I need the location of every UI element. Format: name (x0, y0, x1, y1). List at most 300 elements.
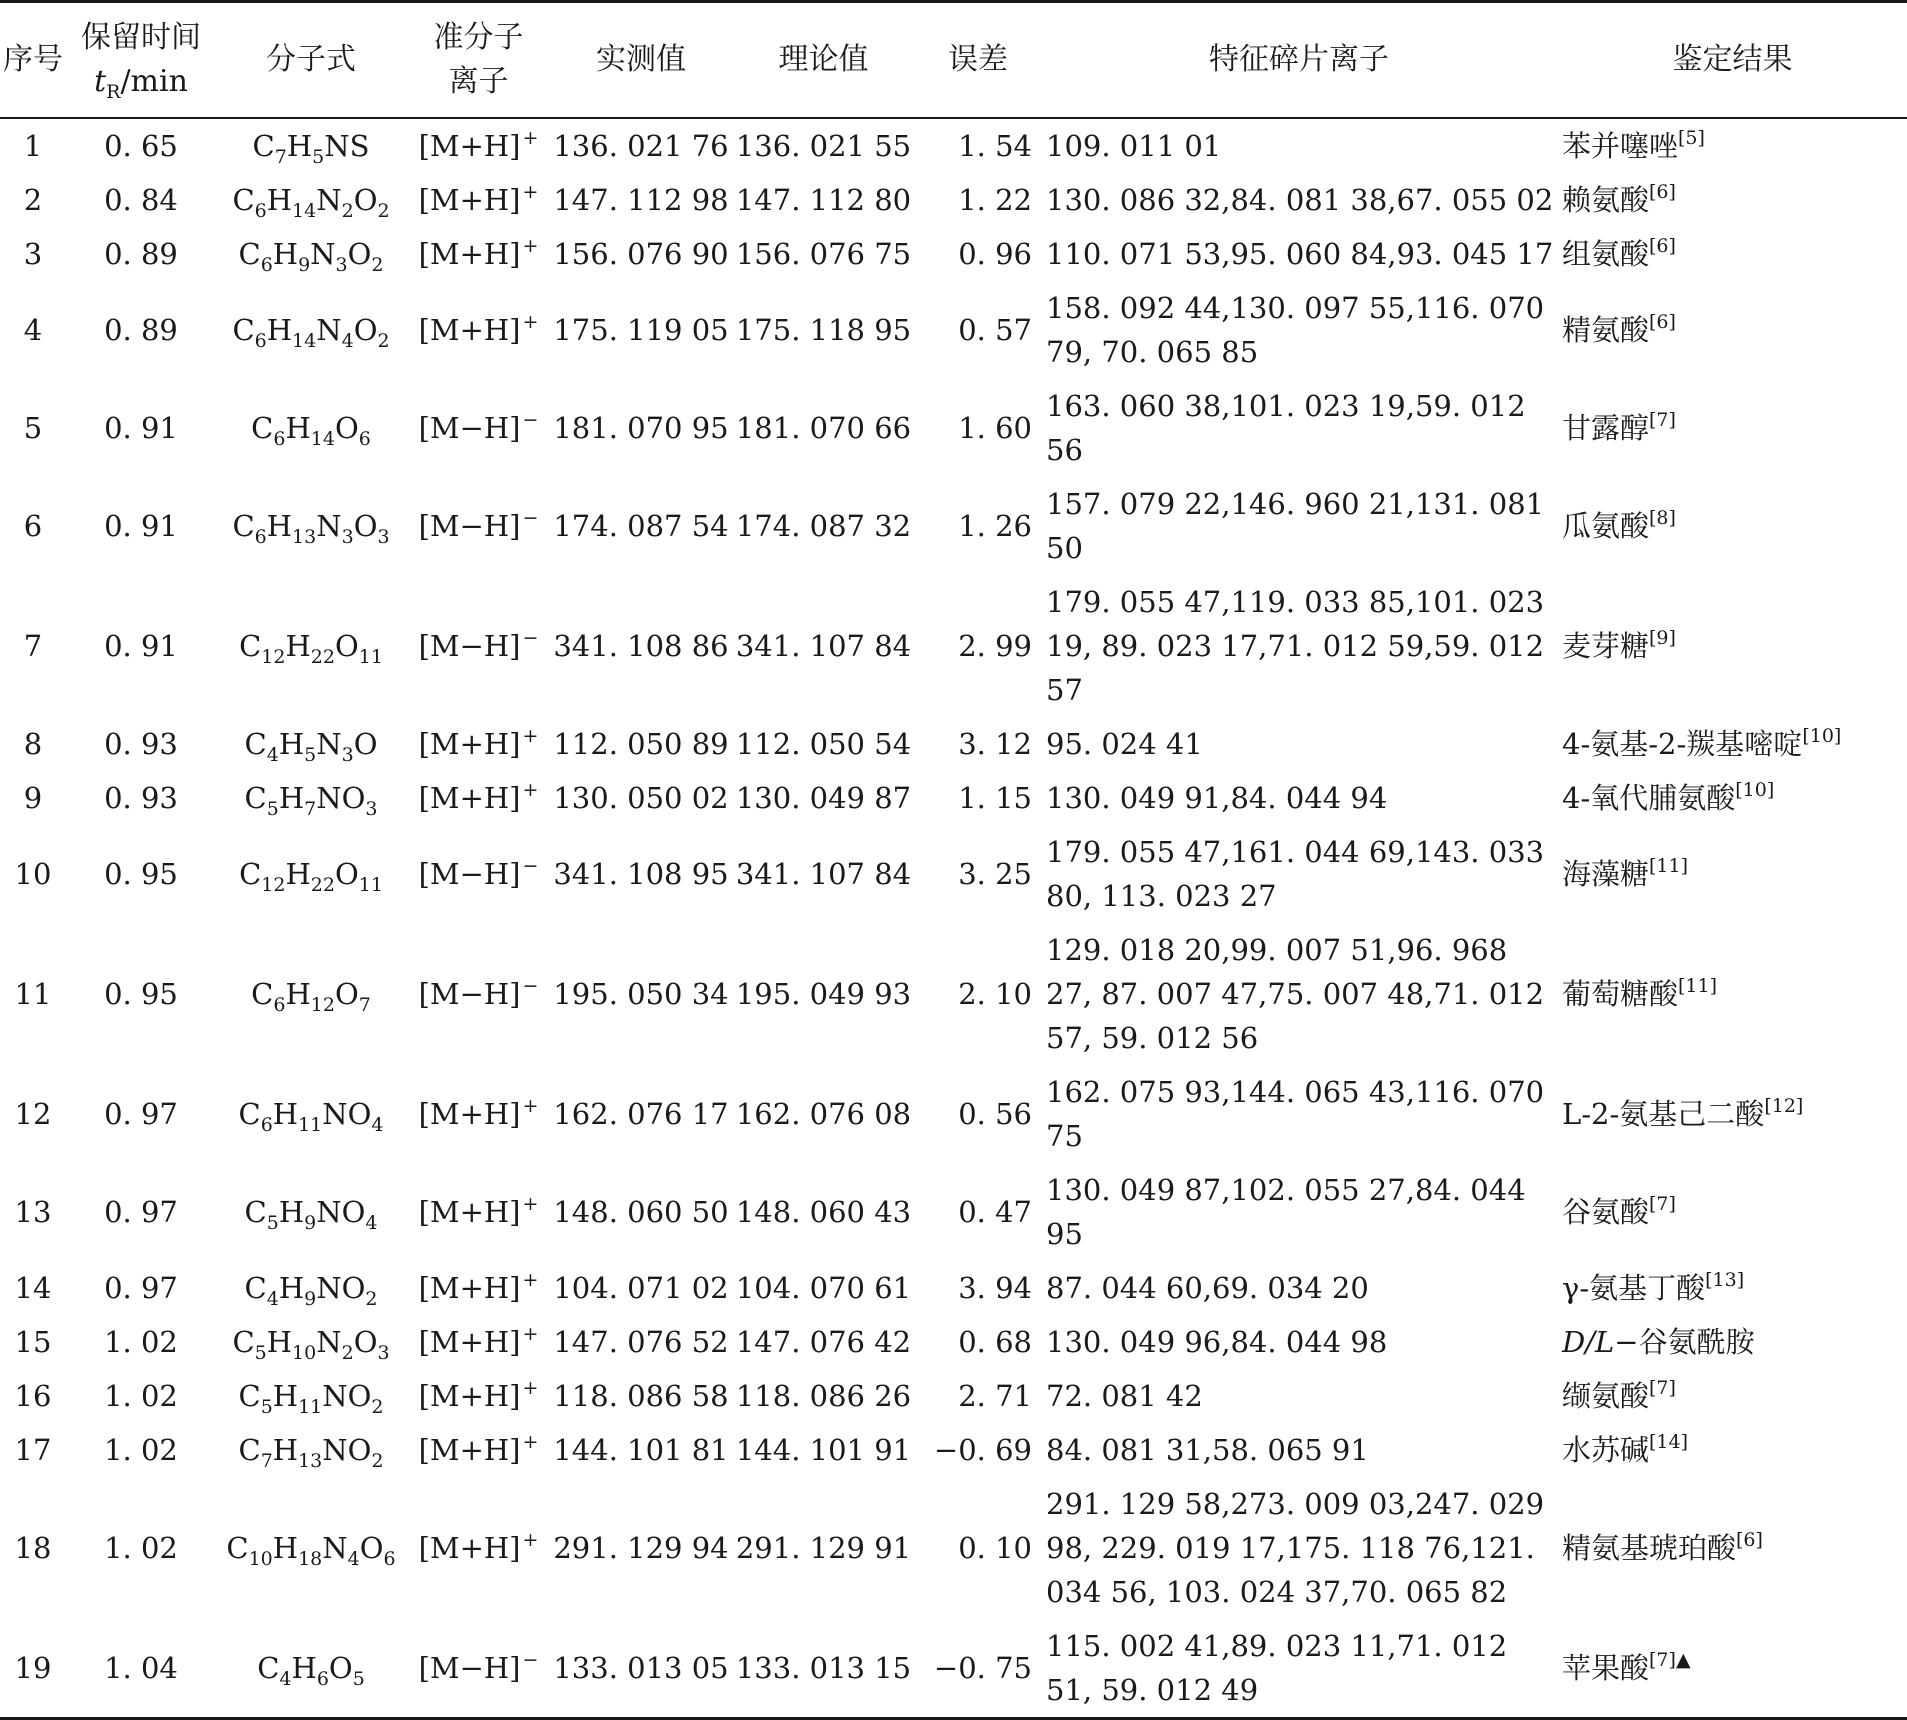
error-value: 1. 54 (958, 129, 1032, 163)
identification-name: 4-氨基-2-羰基嘧啶 (1562, 727, 1803, 761)
cell-ion (406, 1477, 551, 1619)
row-number: 18 (14, 1531, 52, 1565)
ion-type: [M−H] (418, 629, 521, 663)
formula-element: H (266, 313, 293, 347)
cell-no (0, 825, 66, 923)
formula-element: O (334, 857, 359, 891)
formula-element: C (238, 1097, 261, 1131)
formula-element: O (347, 237, 372, 271)
theoretical-value: 156. 076 75 (735, 237, 912, 271)
formula-subscript: 11 (358, 874, 383, 896)
cell-formula (216, 1315, 406, 1369)
cell-fragments (1040, 1315, 1558, 1369)
cell-formula (216, 1261, 406, 1315)
cell-error (916, 717, 1040, 771)
measured-value: 175. 119 05 (553, 313, 729, 347)
cell-error (916, 575, 1040, 717)
cell-ion (406, 477, 551, 575)
ion-type: [M+H] (418, 313, 521, 347)
formula-subscript: 10 (248, 1548, 273, 1570)
header-no: 序号 (3, 42, 63, 77)
cell-measured (551, 227, 731, 281)
theoretical-value: 175. 118 95 (735, 313, 912, 347)
cell-error (916, 1423, 1040, 1477)
cell-formula (216, 717, 406, 771)
retention-time-value: 1. 02 (104, 1379, 178, 1413)
retention-time-value: 0. 84 (104, 183, 178, 217)
formula-subscript: 5 (312, 146, 325, 168)
cell-measured (551, 1163, 731, 1261)
ion-charge: + (522, 779, 539, 801)
reference-marker: [10] (1802, 725, 1842, 747)
cell-measured (551, 1261, 731, 1315)
cell-identification (1558, 118, 1907, 173)
formula-element: O (334, 629, 359, 663)
table-row (0, 575, 1907, 717)
formula-subscript: 5 (352, 1668, 365, 1690)
cell-no (0, 1163, 66, 1261)
formula-subscript: 14 (292, 330, 317, 352)
measured-value: 162. 076 17 (553, 1097, 729, 1131)
error-value: 0. 96 (958, 237, 1032, 271)
cell-identification (1558, 227, 1907, 281)
cell-measured (551, 825, 731, 923)
ion-type: [M+H] (418, 1195, 521, 1229)
cell-ion (406, 118, 551, 173)
cell-retention-time (66, 1423, 216, 1477)
theoretical-value: 112. 050 54 (735, 727, 912, 761)
cell-retention-time (66, 1163, 216, 1261)
retention-time-value: 0. 91 (104, 629, 178, 663)
row-number: 2 (23, 183, 43, 217)
formula-element: O (353, 509, 378, 543)
ion-charge: + (522, 235, 539, 257)
cell-measured (551, 1315, 731, 1369)
header-ion (406, 2, 551, 119)
cell-no (0, 173, 66, 227)
cell-theoretical (731, 825, 916, 923)
table-row (0, 1163, 1907, 1261)
cell-measured (551, 1369, 731, 1423)
cell-measured (551, 771, 731, 825)
ion-type: [M+H] (418, 237, 521, 271)
formula-subscript: 4 (371, 1114, 384, 1136)
formula-subscript: 4 (341, 330, 354, 352)
formula-element: O (353, 727, 378, 761)
header-identification: 鉴定结果 (1672, 42, 1793, 77)
theoretical-value: 195. 049 93 (735, 977, 912, 1011)
fragment-ions: 109. 011 01 (1046, 129, 1222, 163)
formula-element: H (278, 727, 305, 761)
table-row (0, 227, 1907, 281)
header-error: 误差 (948, 42, 1008, 77)
formula-subscript: 5 (260, 1396, 273, 1418)
theoretical-value: 181. 070 66 (735, 411, 912, 445)
formula-element: C (251, 411, 274, 445)
theoretical-value: 147. 112 80 (735, 183, 912, 217)
error-value: 3. 94 (958, 1271, 1032, 1305)
measured-value: 133. 013 05 (553, 1651, 729, 1685)
cell-formula (216, 575, 406, 717)
identification-name: D/L−谷氨酰胺 (1562, 1325, 1755, 1359)
formula-element: H (285, 629, 311, 663)
formula-subscript: 6 (260, 254, 273, 276)
formula-subscript: 4 (266, 744, 279, 766)
cell-theoretical (731, 1369, 916, 1423)
formula-subscript: 2 (371, 1450, 384, 1472)
fragment-ions: 115. 002 41,89. 023 11,71. 012 51, 59. 012 49 (1046, 1629, 1508, 1707)
error-value: 0. 68 (958, 1325, 1032, 1359)
theoretical-value: 162. 076 08 (735, 1097, 912, 1131)
retention-time-value: 1. 04 (104, 1651, 178, 1685)
measured-value: 291. 129 94 (553, 1531, 729, 1565)
identification-name: γ-氨基丁酸 (1562, 1271, 1706, 1305)
header-fragments: 特征碎片离子 (1209, 42, 1389, 77)
cell-no (0, 1423, 66, 1477)
formula-element: C (252, 129, 275, 163)
fragment-ions: 162. 075 93,144. 065 43,116. 070 75 (1046, 1075, 1545, 1153)
fragment-ions: 130. 049 96,84. 044 98 (1046, 1325, 1388, 1359)
reference-marker: [7] (1649, 1377, 1676, 1399)
identification-name: 葡萄糖酸 (1562, 977, 1679, 1011)
reference-marker: [6] (1649, 181, 1676, 203)
cell-formula (216, 227, 406, 281)
cell-fragments (1040, 379, 1558, 477)
error-value: 3. 25 (958, 857, 1032, 891)
cell-formula (216, 281, 406, 379)
ion-type: [M−H] (418, 977, 521, 1011)
cell-ion (406, 281, 551, 379)
formula-element: NO (322, 1379, 372, 1413)
formula-subscript: 4 (347, 1548, 360, 1570)
formula-element: N (316, 509, 342, 543)
cell-fragments (1040, 1423, 1558, 1477)
cell-formula (216, 118, 406, 173)
formula-element: H (272, 1379, 299, 1413)
ion-charge: + (522, 725, 539, 747)
row-number: 9 (23, 781, 43, 815)
formula-element: O (334, 977, 359, 1011)
ion-charge: + (522, 1269, 539, 1291)
formula-subscript: 6 (260, 1114, 273, 1136)
formula-element: H (285, 857, 311, 891)
reference-marker: [5] (1678, 127, 1705, 149)
fragment-ions: 95. 024 41 (1046, 727, 1203, 761)
cell-fragments (1040, 717, 1558, 771)
formula-element: C (251, 977, 274, 1011)
cell-retention-time (66, 1261, 216, 1315)
formula-subscript: 5 (266, 1212, 279, 1234)
cell-identification (1558, 825, 1907, 923)
cell-error (916, 379, 1040, 477)
theoretical-value: 133. 013 15 (735, 1651, 912, 1685)
identification-name: 海藻糖 (1562, 857, 1650, 891)
ion-type: [M+H] (418, 1379, 521, 1413)
formula-subscript: 11 (298, 1114, 323, 1136)
highlight-marker: ▲ (1675, 1649, 1691, 1671)
cell-measured (551, 1423, 731, 1477)
error-value: 0. 56 (958, 1097, 1032, 1131)
measured-value: 130. 050 02 (553, 781, 729, 815)
table-row (0, 923, 1907, 1065)
identification-name: 苹果酸 (1562, 1651, 1650, 1685)
formula-subscript: 9 (304, 1212, 317, 1234)
cell-retention-time (66, 118, 216, 173)
measured-value: 147. 076 52 (553, 1325, 729, 1359)
identification-name: 赖氨酸 (1562, 183, 1650, 217)
ion-charge: − (522, 409, 539, 431)
formula-element: H (285, 411, 311, 445)
formula-element: NO (316, 1195, 366, 1229)
cell-error (916, 1315, 1040, 1369)
formula-subscript: 4 (365, 1212, 378, 1234)
formula-element: H (285, 977, 311, 1011)
cell-no (0, 575, 66, 717)
ion-type: [M−H] (418, 411, 521, 445)
cell-retention-time (66, 477, 216, 575)
cell-fragments (1040, 281, 1558, 379)
cell-retention-time (66, 379, 216, 477)
formula-subscript: 3 (341, 526, 354, 548)
cell-ion (406, 717, 551, 771)
measured-value: 112. 050 89 (553, 727, 729, 761)
identification-name: 谷氨酸 (1562, 1195, 1650, 1229)
ion-charge: + (522, 181, 539, 203)
reference-marker: [6] (1736, 1529, 1763, 1551)
formula-subscript: 3 (365, 798, 378, 820)
reference-marker: [8] (1649, 507, 1676, 529)
cell-ion (406, 1315, 551, 1369)
identification-name: 甘露醇 (1562, 411, 1650, 445)
ion-type: [M+H] (418, 727, 521, 761)
row-number: 7 (23, 629, 43, 663)
formula-subscript: 3 (341, 744, 354, 766)
table-row (0, 118, 1907, 173)
fragment-ions: 129. 018 20,99. 007 51,96. 968 27, 87. 007 47,75. 007 48,71. 012 57, 59. 012 56 (1046, 933, 1545, 1055)
formula-subscript: 2 (341, 1342, 354, 1364)
cell-no (0, 118, 66, 173)
formula-subscript: 4 (266, 1288, 279, 1310)
error-value: 2. 10 (958, 977, 1032, 1011)
table-row (0, 1477, 1907, 1619)
formula-element: O (334, 411, 359, 445)
cell-identification (1558, 717, 1907, 771)
table-body (0, 118, 1907, 1719)
formula-element: O (353, 1325, 378, 1359)
fragment-ions: 291. 129 58,273. 009 03,247. 029 98, 229. 019 17,175. 118 76,121. 034 56, 103. 024 37,70. 065 82 (1046, 1487, 1545, 1609)
formula-element: H (291, 1651, 317, 1685)
header-measured: 实测值 (596, 42, 686, 77)
cell-ion (406, 1423, 551, 1477)
ion-type: [M+H] (418, 781, 521, 815)
cell-formula (216, 771, 406, 825)
formula-element: H (272, 237, 299, 271)
formula-element: H (266, 183, 293, 217)
ion-type: [M−H] (418, 857, 521, 891)
table-row (0, 379, 1907, 477)
formula-element: NS (324, 129, 370, 163)
formula-element: NO (322, 1433, 372, 1467)
retention-time-value: 0. 93 (104, 781, 178, 815)
formula-subscript: 18 (298, 1548, 323, 1570)
reference-marker: [7] (1649, 1649, 1676, 1671)
cell-measured (551, 575, 731, 717)
measured-value: 341. 108 95 (553, 857, 729, 891)
formula-element: H (266, 509, 293, 543)
formula-subscript: 2 (365, 1288, 378, 1310)
theoretical-value: 118. 086 26 (735, 1379, 912, 1413)
error-value: 2. 99 (958, 629, 1032, 663)
formula-element: C (244, 727, 267, 761)
formula-element: C (239, 629, 262, 663)
cell-identification (1558, 1619, 1907, 1719)
formula-subscript: 13 (298, 1450, 323, 1472)
cell-formula (216, 1477, 406, 1619)
measured-value: 195. 050 34 (553, 977, 729, 1011)
formula-subscript: 3 (377, 526, 390, 548)
cell-theoretical (731, 1619, 916, 1719)
cell-theoretical (731, 1315, 916, 1369)
theoretical-value: 147. 076 42 (735, 1325, 912, 1359)
formula-element: H (272, 1097, 299, 1131)
cell-error (916, 771, 1040, 825)
formula-subscript: 6 (316, 1668, 329, 1690)
error-value: 2. 71 (958, 1379, 1032, 1413)
header-formula: 分子式 (266, 42, 356, 77)
cell-no (0, 1315, 66, 1369)
measured-value: 144. 101 81 (553, 1433, 729, 1467)
fragment-ions: 130. 049 87,102. 055 27,84. 044 95 (1046, 1173, 1526, 1251)
ion-type: [M+H] (418, 129, 521, 163)
cell-retention-time (66, 173, 216, 227)
formula-element: N (322, 1531, 348, 1565)
measured-value: 136. 021 76 (553, 129, 729, 163)
cell-fragments (1040, 118, 1558, 173)
formula-element: O (353, 183, 378, 217)
formula-element: C (232, 509, 255, 543)
formula-element: C (226, 1531, 249, 1565)
identification-name: 苯并噻唑 (1562, 129, 1679, 163)
cell-measured (551, 379, 731, 477)
formula-subscript: 11 (358, 646, 383, 668)
cell-theoretical (731, 118, 916, 173)
cell-ion (406, 575, 551, 717)
formula-element: H (278, 781, 305, 815)
formula-element: C (232, 313, 255, 347)
row-number: 13 (14, 1195, 52, 1229)
formula-subscript: 12 (261, 646, 286, 668)
cell-measured (551, 281, 731, 379)
formula-subscript: 13 (292, 526, 317, 548)
ion-type: [M+H] (418, 1097, 521, 1131)
formula-element: C (232, 1325, 255, 1359)
ion-type: [M−H] (418, 509, 521, 543)
cell-identification (1558, 1315, 1907, 1369)
cell-ion (406, 173, 551, 227)
cell-fragments (1040, 227, 1558, 281)
fragment-ions: 84. 081 31,58. 065 91 (1046, 1433, 1369, 1467)
cell-formula (216, 1163, 406, 1261)
cell-error (916, 1163, 1040, 1261)
cell-no (0, 771, 66, 825)
fragment-ions: 72. 081 42 (1046, 1379, 1203, 1413)
retention-time-value: 0. 89 (104, 313, 178, 347)
header-ion-line1: 准分子 (433, 20, 524, 55)
cell-measured (551, 717, 731, 771)
cell-no (0, 477, 66, 575)
cell-formula (216, 477, 406, 575)
cell-theoretical (731, 1065, 916, 1163)
formula-subscript: 14 (310, 428, 335, 450)
ion-type: [M+H] (418, 1433, 521, 1467)
cell-identification (1558, 1065, 1907, 1163)
identification-name: 麦芽糖 (1562, 629, 1650, 663)
ion-charge: − (522, 507, 539, 529)
ion-charge: + (522, 311, 539, 333)
cell-formula (216, 1065, 406, 1163)
cell-error (916, 1477, 1040, 1619)
error-value: −0. 69 (933, 1433, 1032, 1467)
fragment-ions: 87. 044 60,69. 034 20 (1046, 1271, 1369, 1305)
cell-fragments (1040, 1163, 1558, 1261)
error-value: 0. 47 (958, 1195, 1032, 1229)
cell-theoretical (731, 923, 916, 1065)
formula-subscript: 4 (279, 1668, 292, 1690)
formula-element: C (232, 183, 255, 217)
cell-theoretical (731, 227, 916, 281)
cell-no (0, 717, 66, 771)
ion-charge: + (522, 127, 539, 149)
retention-time-value: 0. 91 (104, 509, 178, 543)
formula-element: C (244, 1195, 267, 1229)
cell-theoretical (731, 1423, 916, 1477)
ion-charge: + (522, 1323, 539, 1345)
cell-measured (551, 1619, 731, 1719)
cell-theoretical (731, 1261, 916, 1315)
row-number: 3 (23, 237, 43, 271)
row-number: 1 (23, 129, 43, 163)
theoretical-value: 174. 087 32 (735, 509, 912, 543)
ion-charge: + (522, 1377, 539, 1399)
formula-element: H (278, 1195, 305, 1229)
measured-value: 341. 108 86 (553, 629, 729, 663)
cell-measured (551, 477, 731, 575)
cell-ion (406, 379, 551, 477)
row-number: 16 (14, 1379, 52, 1413)
retention-time-value: 0. 97 (104, 1271, 178, 1305)
row-number: 6 (23, 509, 43, 543)
cell-error (916, 923, 1040, 1065)
cell-retention-time (66, 1315, 216, 1369)
row-number: 5 (23, 411, 43, 445)
theoretical-value: 291. 129 91 (735, 1531, 912, 1565)
identification-name: 缬氨酸 (1562, 1379, 1650, 1413)
reference-marker: [7] (1649, 409, 1676, 431)
retention-time-value: 0. 97 (104, 1097, 178, 1131)
cell-theoretical (731, 379, 916, 477)
formula-subscript: 7 (358, 994, 371, 1016)
retention-time-value: 0. 89 (104, 237, 178, 271)
retention-time-value: 0. 97 (104, 1195, 178, 1229)
formula-element: O (359, 1531, 384, 1565)
ion-charge: − (522, 627, 539, 649)
formula-element: H (278, 1271, 305, 1305)
formula-element: C (238, 1379, 261, 1413)
cell-ion (406, 1619, 551, 1719)
formula-element: C (238, 1433, 261, 1467)
table-row (0, 1423, 1907, 1477)
identification-name: 4-氧代脯氨酸 (1562, 781, 1736, 815)
